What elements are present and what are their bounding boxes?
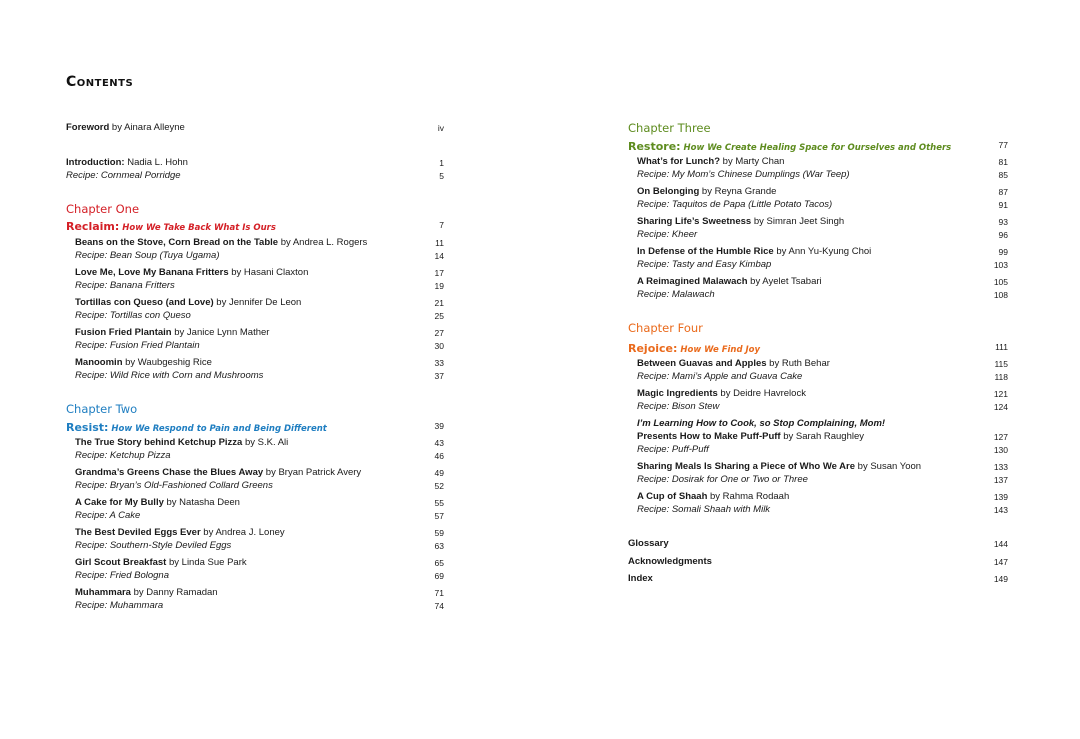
ch4b-essay-page-number: 133 (993, 462, 1008, 472)
ch4b-essay-text (637, 491, 789, 503)
ch2-recipe-page-number: 63 (434, 541, 444, 551)
ch3-essay-text (637, 216, 844, 228)
essay-title: What’s for Lunch? (637, 156, 721, 167)
ch2-essay-page-number: 71 (434, 588, 444, 598)
recipe-name: Recipe: My Mom’s Chinese Dumplings (War Teep) (637, 169, 850, 180)
chapter-four-heading: Chapter Four (628, 321, 703, 335)
ch4-puff-recipe (628, 444, 1008, 456)
toc-back-matter (628, 538, 1008, 550)
essay-title: Muhammara (75, 587, 131, 598)
ch1-essay (66, 357, 444, 369)
ch1-essay (66, 297, 444, 309)
ch4-essay (628, 388, 1008, 400)
ch3-recipe-text (637, 229, 697, 241)
essay-author: by Marty Chan (720, 156, 785, 167)
ch3-essay (628, 216, 1008, 228)
ch4-essay (628, 358, 1008, 370)
ch3-essay-page-number: 99 (998, 247, 1008, 257)
ch3-essay (628, 186, 1008, 198)
ch1-essay-text (75, 237, 367, 249)
toc-back-matter-page-number: 147 (993, 556, 1008, 567)
ch2-essay-text (75, 467, 361, 479)
recipe-name: Recipe: A Cake (75, 510, 141, 521)
recipe-name: Recipe: Bryan’s Old-Fashioned Collard Greens (75, 480, 273, 491)
essay-title: A Cake for My Bully (75, 497, 164, 508)
ch3-essay-text (637, 186, 776, 198)
ch2-recipe-text (75, 540, 231, 552)
ch2-essay-page-number: 65 (434, 558, 444, 568)
toc-back-matter-text (628, 573, 653, 585)
ch2-recipe-text (75, 480, 273, 492)
ch4b-essay-page-number: 139 (993, 492, 1008, 502)
essay-author: by Reyna Grande (699, 186, 777, 197)
chapter-three-heading: Chapter Three (628, 121, 711, 135)
essay-title: Presents How to Make Puff-Puff (637, 431, 781, 442)
ch1-recipe-text (75, 340, 200, 352)
ch4-puff-recipe-page-number: 130 (993, 445, 1008, 455)
ch3-recipe-text (637, 259, 771, 271)
back-matter-label: Acknowledgments (628, 555, 712, 567)
essay-author: by Bryan Patrick Avery (263, 467, 362, 478)
ch1-recipe (66, 280, 444, 292)
ch2-recipe-text (75, 570, 169, 582)
ch3-recipe-text (637, 199, 832, 211)
ch1-recipe-page-number: 30 (434, 341, 444, 351)
ch2-recipe (66, 480, 444, 492)
ch1-recipe-page-number: 37 (434, 371, 444, 381)
essay-author: by Linda Sue Park (166, 557, 247, 568)
chapter-four-subtitle (628, 339, 1008, 353)
ch3-essay-page-number: 87 (998, 187, 1008, 197)
ch1-essay-text (75, 357, 212, 369)
ch2-essay (66, 437, 444, 449)
recipe-name: Recipe: Cornmeal Porridge (66, 170, 181, 181)
ch2-recipe-page-number: 46 (434, 451, 444, 461)
ch1-essay-page-number: 27 (434, 328, 444, 338)
ch3-recipe-page-number: 85 (998, 170, 1008, 180)
toc-back-matter-text (628, 556, 712, 568)
chapter-one-subtitle (66, 217, 444, 231)
essay-title: Fusion Fried Plantain (75, 327, 172, 338)
ch1-recipe (66, 370, 444, 382)
ch1-essay-text (75, 267, 308, 279)
ch2-recipe-page-number: 74 (434, 601, 444, 611)
chapter-three-subtitle (628, 137, 1008, 151)
ch1-essay (66, 237, 444, 249)
ch4-puff-title-line2 (628, 431, 1008, 443)
essay-author: by Jennifer De Leon (213, 297, 302, 308)
ch2-essay-page-number: 55 (434, 498, 444, 508)
ch1-essay (66, 327, 444, 339)
toc-introduction (66, 157, 444, 169)
ch4-recipe-page-number: 124 (993, 402, 1008, 412)
recipe-name: Recipe: Mami’s Apple and Guava Cake (637, 371, 803, 382)
ch4-essay-page-number: 121 (993, 389, 1008, 399)
essay-author: by Natasha Deen (163, 497, 240, 508)
ch4-puff-title-line2-text (637, 431, 864, 443)
essay-author: by Sarah Raughley (780, 431, 865, 442)
ch4-recipe-text (637, 401, 719, 413)
ch3-recipe (628, 289, 1008, 301)
ch3-recipe (628, 259, 1008, 271)
ch4b-recipe-text (637, 474, 808, 486)
ch4-recipe-text (637, 371, 802, 383)
ch3-recipe-page-number: 108 (993, 290, 1008, 300)
ch2-essay-page-number: 49 (434, 468, 444, 478)
essay-title: Sharing Life’s Sweetness (637, 216, 752, 227)
essay-author: by Ann Yu-Kyung Choi (773, 246, 872, 257)
recipe-name: Recipe: Tortillas con Queso (75, 310, 191, 321)
ch2-recipe-page-number: 57 (434, 511, 444, 521)
ch2-essay (66, 467, 444, 479)
toc-intro-recipe-text (66, 170, 181, 182)
toc-foreword-text (66, 122, 185, 134)
essay-author: by Hasani Claxton (228, 267, 309, 278)
ch1-recipe-text (75, 370, 263, 382)
ch2-essay-page-number: 59 (434, 528, 444, 538)
chapter-four-page-number: 111 (995, 342, 1008, 352)
ch1-essay-page-number: 21 (434, 298, 444, 308)
essay-title: In Defense of the Humble Rice (637, 246, 774, 257)
ch3-recipe-page-number: 91 (998, 200, 1008, 210)
ch2-recipe (66, 570, 444, 582)
essay-author: by Simran Jeet Singh (751, 216, 845, 227)
ch4b-recipe (628, 504, 1008, 516)
chapter-four-subtitle-lead: Rejoice: (628, 342, 678, 355)
ch4b-recipe-page-number: 137 (993, 475, 1008, 485)
ch1-essay-page-number: 17 (434, 268, 444, 278)
ch3-recipe-text (637, 289, 715, 301)
ch1-recipe (66, 310, 444, 322)
ch2-essay (66, 497, 444, 509)
ch3-recipe-text (637, 169, 850, 181)
ch4-essay-text (637, 358, 830, 370)
ch2-essay-text (75, 557, 247, 569)
chapter-two-subtitle-lead: Resist: (66, 421, 109, 434)
recipe-name: Recipe: Wild Rice with Corn and Mushrooms (75, 370, 264, 381)
recipe-name: Recipe: Kheer (637, 229, 698, 240)
essay-title: Love Me, Love My Banana Fritters (75, 267, 229, 278)
essay-title-italic: I’m Learning How to Cook, so Stop Complaining, Mom! (637, 418, 886, 429)
recipe-name: Recipe: Ketchup Pizza (75, 450, 171, 461)
essay-title: Tortillas con Queso (and Love) (75, 297, 214, 308)
essay-author: by Waubgeshig Rice (122, 357, 212, 368)
toc-intro-recipe (66, 170, 444, 182)
ch4b-essay-text (637, 461, 921, 473)
ch2-recipe (66, 510, 444, 522)
ch4-essay-text (637, 388, 806, 400)
ch3-essay-page-number: 93 (998, 217, 1008, 227)
ch1-recipe-page-number: 19 (434, 281, 444, 291)
essay-author: by Danny Ramadan (130, 587, 218, 598)
essay-author: by S.K. Ali (242, 437, 289, 448)
essay-title: Between Guavas and Apples (637, 358, 767, 369)
ch1-recipe-text (75, 280, 175, 292)
essay-title: A Cup of Shaah (637, 491, 708, 502)
ch3-essay-text (637, 276, 822, 288)
ch4b-recipe-text (637, 504, 770, 516)
ch3-essay-text (637, 246, 871, 258)
toc-foreword (66, 122, 444, 134)
ch3-essay-page-number: 81 (998, 157, 1008, 167)
chapter-four-subtitle-rest: How We Find Joy (677, 345, 761, 355)
recipe-name: Recipe: Bison Stew (637, 401, 720, 412)
essay-title: Beans on the Stove, Corn Bread on the Table (75, 237, 279, 248)
ch4-puff-title-line1 (628, 418, 1008, 430)
toc-back-matter (628, 573, 1008, 585)
ch1-recipe-text (75, 250, 220, 262)
ch3-recipe (628, 229, 1008, 241)
ch4b-essay (628, 461, 1008, 473)
ch3-essay (628, 246, 1008, 258)
ch1-recipe-text (75, 310, 191, 322)
ch4-recipe (628, 371, 1008, 383)
essay-author: by Rahma Rodaah (707, 491, 790, 502)
essay-title: Grandma’s Greens Chase the Blues Away (75, 467, 264, 478)
recipe-name: Recipe: Dosirak for One or Two or Three (637, 474, 808, 485)
recipe-name: Recipe: Taquitos de Papa (Little Potato Tacos) (637, 199, 833, 210)
chapter-one-subtitle-lead: Reclaim: (66, 220, 120, 233)
ch2-essay-text (75, 527, 285, 539)
ch2-recipe (66, 600, 444, 612)
ch1-recipe (66, 250, 444, 262)
chapter-one-page-number: 7 (439, 220, 444, 230)
page-title: Contents (66, 74, 134, 90)
ch4-recipe (628, 401, 1008, 413)
ch4-puff-title-line2-page-number: 127 (993, 432, 1008, 442)
ch2-recipe-page-number: 69 (434, 571, 444, 581)
recipe-name: Recipe: Puff-Puff (637, 444, 709, 455)
ch1-recipe-page-number: 25 (434, 311, 444, 321)
ch4b-essay (628, 491, 1008, 503)
intro-author: Nadia L. Hohn (124, 157, 188, 168)
recipe-name: Recipe: Banana Fritters (75, 280, 175, 291)
ch2-recipe-text (75, 600, 163, 612)
ch3-essay-text (637, 156, 784, 168)
recipe-name: Recipe: Muhammara (75, 600, 164, 611)
essay-author: by Andrea L. Rogers (278, 237, 368, 248)
ch1-essay-page-number: 33 (434, 358, 444, 368)
chapter-two-page-number: 39 (434, 421, 444, 431)
toc-back-matter-text (628, 538, 669, 550)
chapter-three-subtitle-rest: How We Create Healing Space for Ourselves and Others (680, 143, 952, 153)
ch2-recipe-page-number: 52 (434, 481, 444, 491)
ch4-puff-recipe-text (637, 444, 709, 456)
ch2-essay-text (75, 497, 240, 509)
toc-back-matter (628, 556, 1008, 568)
essay-title: Manoomin (75, 357, 123, 368)
essay-author: by Ruth Behar (766, 358, 830, 369)
ch1-essay-text (75, 327, 269, 339)
chapter-two-heading: Chapter Two (66, 402, 138, 416)
ch3-essay-page-number: 105 (993, 277, 1008, 287)
essay-author: by Ayelet Tsabari (747, 276, 822, 287)
toc-back-matter-page-number: 144 (993, 539, 1008, 549)
ch2-recipe-text (75, 450, 171, 462)
recipe-name: Recipe: Fried Bologna (75, 570, 169, 581)
toc-intro-recipe-page-number: 5 (439, 171, 444, 181)
recipe-name: Recipe: Fusion Fried Plantain (75, 340, 200, 351)
ch2-essay (66, 527, 444, 539)
essay-title: Sharing Meals Is Sharing a Piece of Who We Are (637, 461, 856, 472)
recipe-name: Recipe: Somali Shaah with Milk (637, 504, 771, 515)
ch2-essay (66, 587, 444, 599)
back-matter-label: Glossary (628, 538, 669, 549)
essay-title: The Best Deviled Eggs Ever (75, 527, 201, 538)
ch2-essay-text (75, 587, 218, 599)
toc-introduction-page-number: 1 (439, 158, 444, 168)
chapter-two-subtitle (66, 418, 444, 432)
ch4b-recipe (628, 474, 1008, 486)
ch4-essay-page-number: 115 (994, 359, 1008, 369)
ch2-recipe (66, 450, 444, 462)
essay-title: Magic Ingredients (637, 388, 718, 399)
ch1-recipe-page-number: 14 (434, 251, 444, 261)
chapter-three-page-number: 77 (998, 140, 1008, 150)
ch3-recipe (628, 199, 1008, 211)
essay-author: by Janice Lynn Mather (171, 327, 270, 338)
chapter-one-heading: Chapter One (66, 202, 140, 216)
back-matter-label: Index (628, 573, 653, 584)
recipe-name: Recipe: Southern-Style Deviled Eggs (75, 540, 232, 551)
recipe-name: Recipe: Bean Soup (Tuya Ugama) (75, 250, 220, 261)
chapter-three-subtitle-lead: Restore: (628, 140, 681, 153)
ch3-recipe (628, 169, 1008, 181)
ch2-recipe (66, 540, 444, 552)
ch2-essay (66, 557, 444, 569)
ch3-recipe-page-number: 103 (993, 260, 1008, 270)
intro-label: Introduction: (66, 157, 125, 168)
ch1-recipe (66, 340, 444, 352)
essay-title: Girl Scout Breakfast (75, 557, 167, 568)
recipe-name: Recipe: Tasty and Easy Kimbap (637, 259, 772, 270)
toc-back-matter-page-number: 149 (993, 574, 1008, 584)
essay-author: by Susan Yoon (855, 461, 922, 472)
ch4b-recipe-page-number: 143 (993, 505, 1008, 515)
recipe-name: Recipe: Malawach (637, 289, 715, 300)
ch1-essay-text (75, 297, 301, 309)
essay-title: The True Story behind Ketchup Pizza (75, 437, 243, 448)
essay-author: by Andrea J. Loney (200, 527, 285, 538)
chapter-two-subtitle-rest: How We Respond to Pain and Being Different (108, 424, 327, 434)
toc-foreword-page-number: iv (437, 123, 444, 133)
ch2-essay-text (75, 437, 288, 449)
ch4-recipe-page-number: 118 (994, 372, 1008, 382)
essay-title: A Reimagined Malawach (637, 276, 748, 287)
foreword-label: Foreword (66, 122, 110, 133)
toc-introduction-text (66, 157, 188, 169)
essay-author: by Deidre Havrelock (717, 388, 806, 399)
ch3-recipe-page-number: 96 (998, 230, 1008, 240)
ch2-recipe-text (75, 510, 140, 522)
ch1-essay (66, 267, 444, 279)
ch1-essay-page-number: 11 (435, 238, 444, 248)
ch3-essay (628, 156, 1008, 168)
ch3-essay (628, 276, 1008, 288)
foreword-author: by Ainara Alleyne (109, 122, 185, 133)
chapter-one-subtitle-rest: How We Take Back What Is Ours (119, 223, 276, 233)
ch2-essay-page-number: 43 (434, 438, 444, 448)
essay-title: On Belonging (637, 186, 700, 197)
ch4-puff-title-line1-text (637, 418, 885, 430)
